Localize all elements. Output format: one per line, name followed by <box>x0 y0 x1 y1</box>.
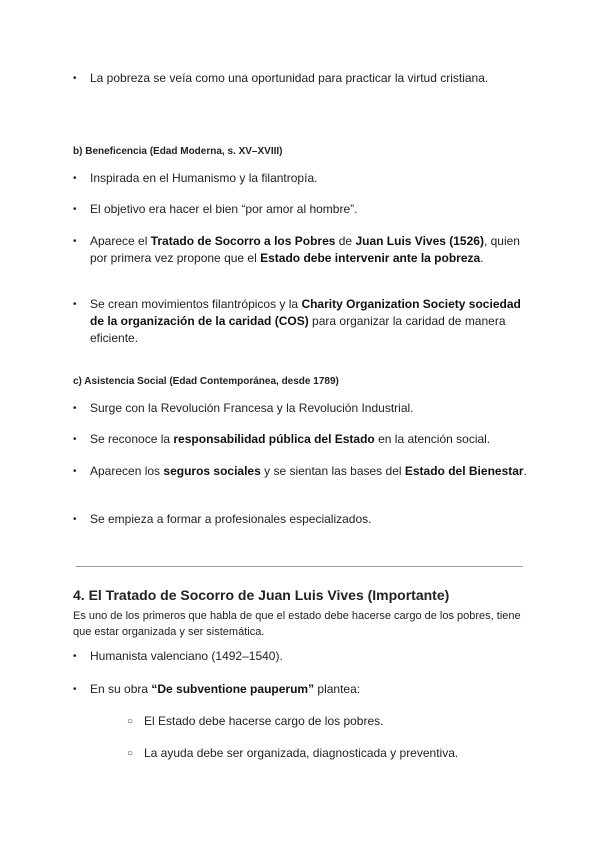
bullet-icon: • <box>73 651 77 662</box>
circle-bullet-icon: ○ <box>127 748 134 759</box>
bullet-icon: • <box>73 514 77 525</box>
list-item: • La pobreza se veía como una oportunidad para practicar la virtud cristiana. <box>73 71 489 85</box>
list-item: • Se crean movimientos filantrópicos y la Charity Organization Society sociedad de la organización de la caridad (COS) para organizar la caridad de manera eficiente. <box>73 297 521 345</box>
bullet-icon: • <box>73 403 77 414</box>
sub-list-item: ○ La ayuda debe ser organizada, diagnosticada y preventiva. <box>127 746 459 760</box>
horizontal-divider <box>76 566 523 567</box>
list-item: • El objetivo era hacer el bien “por amor al hombre”. <box>73 202 358 216</box>
list-item: • Inspirada en el Humanismo y la filantropía. <box>73 171 318 185</box>
list-item: • En su obra “De subventione pauperum” plantea: <box>73 682 361 696</box>
circle-bullet-icon: ○ <box>127 716 134 727</box>
list-item: • Se empieza a formar a profesionales especializados. <box>73 512 372 526</box>
bullet-icon: • <box>73 173 77 184</box>
bullet-icon: • <box>73 236 77 247</box>
section-b-heading: b) Beneficencia (Edad Moderna, s. XV–XVIII) <box>73 146 283 157</box>
section-4-heading: 4. El Tratado de Socorro de Juan Luis Vives (Importante) <box>73 587 450 603</box>
section-4-paragraph: Es uno de los primeros que habla de que el estado debe hacerse cargo de los pobres, tiene que estar organizada y ser sistemática. <box>73 610 521 638</box>
bullet-icon: • <box>73 434 77 445</box>
list-item: • Aparecen los seguros sociales y se sientan las bases del Estado del Bienestar. <box>73 464 527 478</box>
list-item: • Aparece el Tratado de Socorro a los Pobres de Juan Luis Vives (1526), quien por primera vez propone que el Estado debe intervenir ante la pobreza. <box>73 234 520 265</box>
section-c-heading: c) Asistencia Social (Edad Contemporánea, desde 1789) <box>73 376 339 387</box>
list-item: • Surge con la Revolución Francesa y la Revolución Industrial. <box>73 401 414 415</box>
bullet-icon: • <box>73 299 77 310</box>
list-item: • Humanista valenciano (1492–1540). <box>73 649 283 663</box>
bullet-icon: • <box>73 466 77 477</box>
list-item: • Se reconoce la responsabilidad pública del Estado en la atención social. <box>73 432 491 446</box>
sub-list-item: ○ El Estado debe hacerse cargo de los pobres. <box>127 714 384 728</box>
bullet-icon: • <box>73 204 77 215</box>
bullet-icon: • <box>73 73 77 84</box>
bullet-icon: • <box>73 684 77 695</box>
